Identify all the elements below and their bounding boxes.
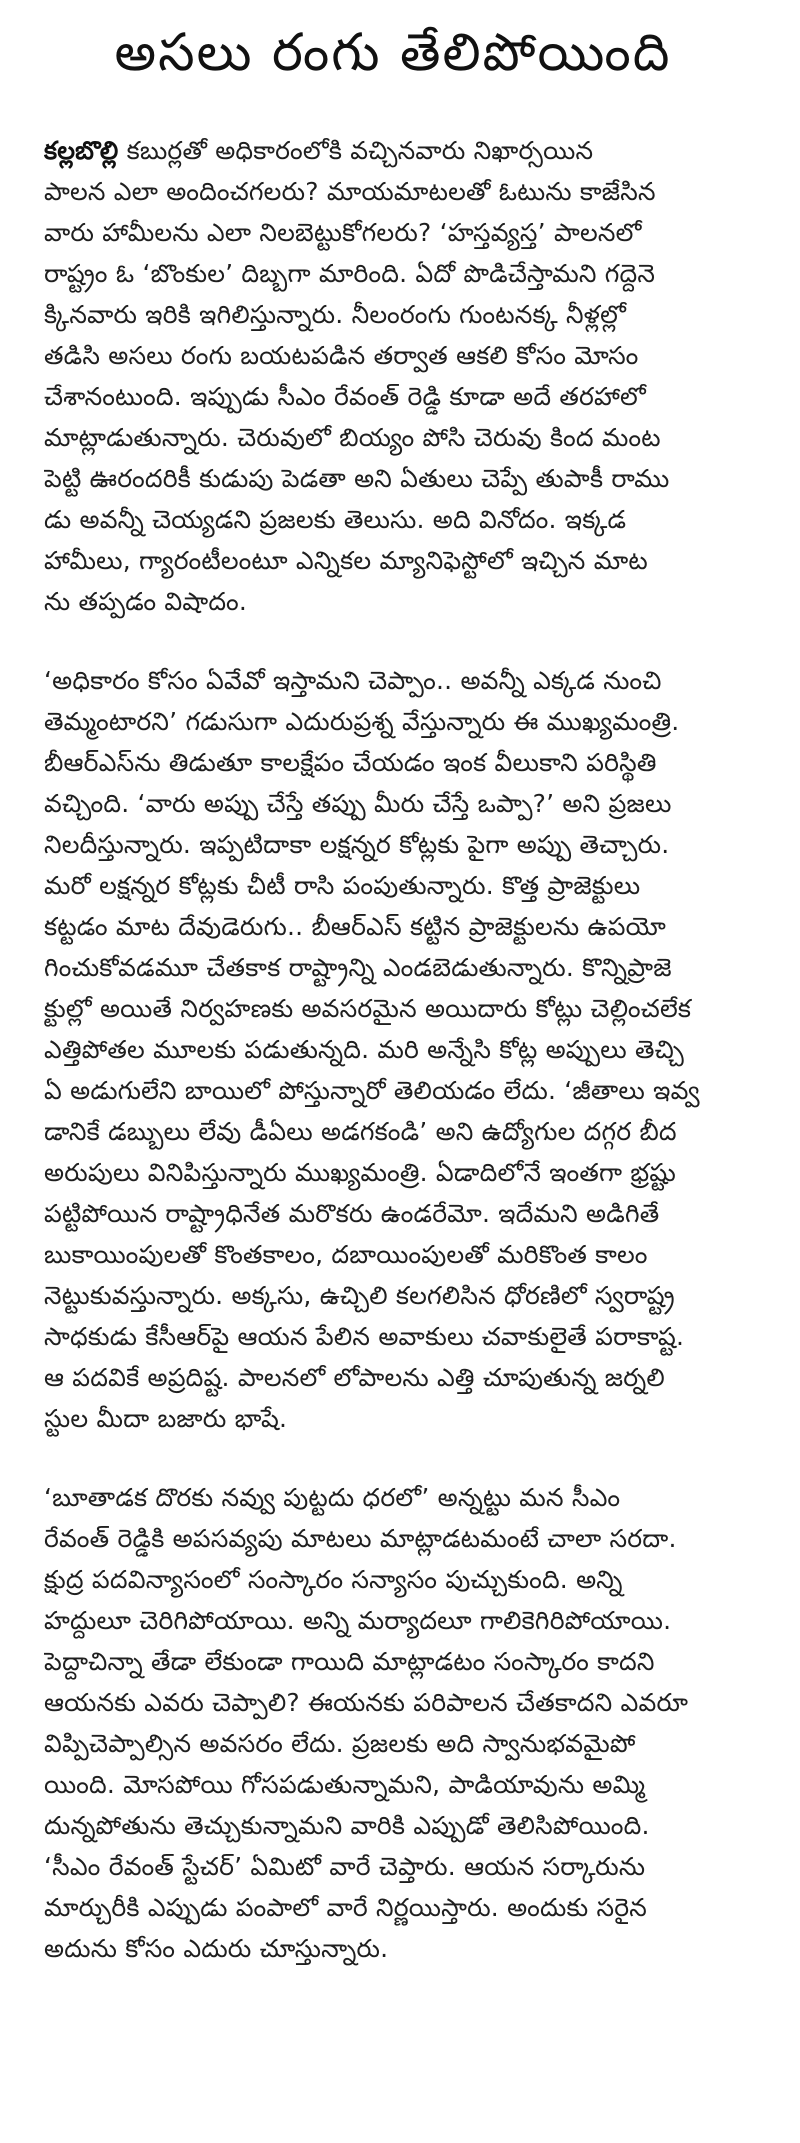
paragraph-line: పెద్దాచిన్నా తేడా లేకుండా గాయిది మాట్లాడటం సంస్కారం కాదని bbox=[44, 1647, 655, 1676]
paragraph-line: హామీలు, గ్యారంటీలంటూ ఎన్నికల మ్యానిఫెస్టోలో ఇచ్చిన మాట bbox=[44, 546, 648, 575]
paragraph-line: మార్చురీకి ఎప్పుడు పంపాలో వారే నిర్ణయిస్తారు. అందుకు సరైన bbox=[44, 1893, 648, 1922]
paragraph-line: తడిసి అసలు రంగు బయటపడిన తర్వాత ఆకలి కోసం మోసం bbox=[44, 341, 639, 370]
paragraph-line: దున్నపోతును తెచ్చుకున్నామని వారికి ఎప్పుడో తెలిసిపోయింది. bbox=[44, 1811, 650, 1840]
paragraph-line: కట్టడం మాట దేవుడెరుగు.. బీఆర్ఎస్ కట్టిన ప్రాజెక్టులను ఉపయో bbox=[44, 912, 666, 941]
article-body bbox=[44, 130, 742, 1969]
paragraph-line: డు అవన్నీ చెయ్యడని ప్రజలకు తెలుసు. అది వినోదం. ఇక్కడ bbox=[44, 505, 627, 534]
paragraph-line: ఎత్తిపోతల మూలకు పడుతున్నది. మరి అన్నేసి కోట్ల అప్పులు తెచ్చి bbox=[44, 1035, 685, 1064]
paragraph-line: అరుపులు వినిపిస్తున్నారు ముఖ్యమంత్రి. ఏడాదిలోనే ఇంతగా భ్రష్టు bbox=[44, 1158, 677, 1187]
paragraph-line: సాధకుడు కేసీఆర్‌పై ఆయన పేలిన అవాకులు చవాకులైతే పరాకాష్ట. bbox=[44, 1322, 685, 1351]
paragraph-line: రాష్ట్రం ఓ ‘బొంకుల’ దిబ్బగా మారింది. ఏదో పొడిచేస్తామని గద్దెనె bbox=[44, 259, 656, 288]
paragraph-line: డానికే డబ్బులు లేవు డీఏలు అడగకండి’ అని ఉద్యోగుల దగ్గర బీద bbox=[44, 1117, 677, 1146]
paragraph-line: క్టుల్లో అయితే నిర్వహణకు అవసరమైన అయిదారు కోట్లు చెల్లించలేక bbox=[44, 994, 692, 1023]
paragraph-line: విప్పిచెప్పాల్సిన అవసరం లేదు. ప్రజలకు అది స్వానుభవమైపో bbox=[44, 1729, 636, 1758]
paragraph-line: ఏ అడుగులేని బాయిలో పోస్తున్నారో తెలియడం లేదు. ‘జీతాలు ఇవ్వ bbox=[44, 1076, 700, 1105]
paragraph-line: రేవంత్ రెడ్డికి అపసవ్యపు మాటలు మాట్లాడటమంటే చాలా సరదా. bbox=[44, 1524, 677, 1553]
paragraph-line: పాలన ఎలా అందించగలరు? మాయమాటలతో ఓటును కాజేసిన bbox=[44, 177, 656, 206]
paragraph-line: క్షుద్ర పదవిన్యాసంలో సంస్కారం సన్యాసం పుచ్చుకుంది. అన్ని bbox=[44, 1565, 623, 1594]
paragraph-line: యింది. మోసపోయి గోసపడుతున్నామని, పాడియావును అమ్మి bbox=[44, 1770, 646, 1799]
article-headline: అసలు రంగు తేలిపోయింది bbox=[114, 23, 672, 83]
paragraph-line: ‘బూతాడక దొరకు నవ్వు పుట్టదు ధరలో’ అన్నట్టు మన సీఎం bbox=[44, 1483, 621, 1512]
line-text: కబుర్లతో అధికారంలోకి వచ్చినవారు నిఖార్సయిన bbox=[118, 136, 594, 165]
article-paragraph-1 bbox=[44, 130, 742, 622]
article-paragraph-2 bbox=[44, 660, 742, 1439]
paragraph-line: తెమ్మంటారని’ గడుసుగా ఎదురుప్రశ్న వేస్తున్నారు ఈ ముఖ్యమంత్రి. bbox=[44, 707, 680, 736]
lead-word: కల్లబొల్లి bbox=[44, 136, 119, 165]
paragraph-line: బుకాయింపులతో కొంతకాలం, దబాయింపులతో మరికొంత కాలం bbox=[44, 1240, 648, 1269]
paragraph-line: మరో లక్షన్నర కోట్లకు చీటీ రాసి పంపుతున్నారు. కొత్త ప్రాజెక్టులు bbox=[44, 871, 641, 900]
paragraph-line: పట్టిపోయిన రాష్ట్రాధినేత మరొకరు ఉండరేమో. ఇదేమని అడిగితే bbox=[44, 1199, 660, 1228]
paragraph-line: హద్దులూ చెరిగిపోయాయి. అన్ని మర్యాదలూ గాలికెగిరిపోయాయి. bbox=[44, 1606, 672, 1635]
article-paragraph-3 bbox=[44, 1477, 742, 1969]
paragraph-line: ‘అధికారం కోసం ఏవేవో ఇస్తామని చెప్పాం.. అవన్నీ ఎక్కడ నుంచి bbox=[44, 666, 662, 695]
paragraph-line: ‘సీఎం రేవంత్ స్టేచర్’ ఏమిటో వారే చెప్తారు. ఆయన సర్కారును bbox=[44, 1852, 646, 1881]
paragraph-line: ను తప్పడం విషాదం. bbox=[44, 587, 247, 616]
paragraph-line: ఆ పదవికే అప్రదిష్ట. పాలనలో లోపాలను ఎత్తి చూపుతున్న జర్నలి bbox=[44, 1363, 665, 1392]
paragraph-line: గించుకోవడమూ చేతకాక రాష్ట్రాన్ని ఎండబెడుతున్నారు. కొన్నిప్రాజె bbox=[44, 953, 672, 982]
paragraph-line: బీఆర్ఎస్‌ను తిడుతూ కాలక్షేపం చేయడం ఇంక వీలుకాని పరిస్థితి bbox=[44, 748, 657, 777]
paragraph-line: నెట్టుకువస్తున్నారు. అక్కసు, ఉచ్చిలి కలగలిసిన ధోరణిలో స్వరాష్ట్ర bbox=[44, 1281, 675, 1310]
paragraph-line: వచ్చింది. ‘వారు అప్పు చేస్తే తప్పు మీరు చేస్తే ఒప్పా?’ అని ప్రజలు bbox=[44, 789, 672, 818]
paragraph-line: మాట్లాడుతున్నారు. చెరువులో బియ్యం పోసి చెరువు కింద మంట bbox=[44, 423, 661, 452]
paragraph-line: వారు హామీలను ఎలా నిలబెట్టుకోగలరు? ‘హస్తవ్యస్త’ పాలనలో bbox=[44, 218, 642, 247]
paragraph-line: పెట్టి ఊరందరికీ కుడుపు పెడతా అని ఏతులు చెప్పే తుపాకీ రాము bbox=[44, 464, 670, 493]
paragraph-line: అదును కోసం ఎదురు చూస్తున్నారు. bbox=[44, 1934, 389, 1963]
paragraph-line: నిలదీస్తున్నారు. ఇప్పటిదాకా లక్షన్నర కోట్లకు పైగా అప్పు తెచ్చారు. bbox=[44, 830, 670, 859]
paragraph-line: స్టుల మీదా బజారు భాషే. bbox=[44, 1404, 288, 1433]
paragraph-line: క్కినవారు ఇరికి ఇగిలిస్తున్నారు. నీలంరంగు గుంటనక్క నీళ్లల్లో bbox=[44, 300, 627, 329]
paragraph-line: ఆయనకు ఎవరు చెప్పాలి? ఈయనకు పరిపాలన చేతకాదని ఎవరూ bbox=[44, 1688, 689, 1717]
paragraph-line bbox=[44, 130, 742, 171]
paragraph-line: చేశానంటుంది. ఇప్పుడు సీఎం రేవంత్ రెడ్డి కూడా అదే తరహాలో bbox=[44, 382, 646, 411]
